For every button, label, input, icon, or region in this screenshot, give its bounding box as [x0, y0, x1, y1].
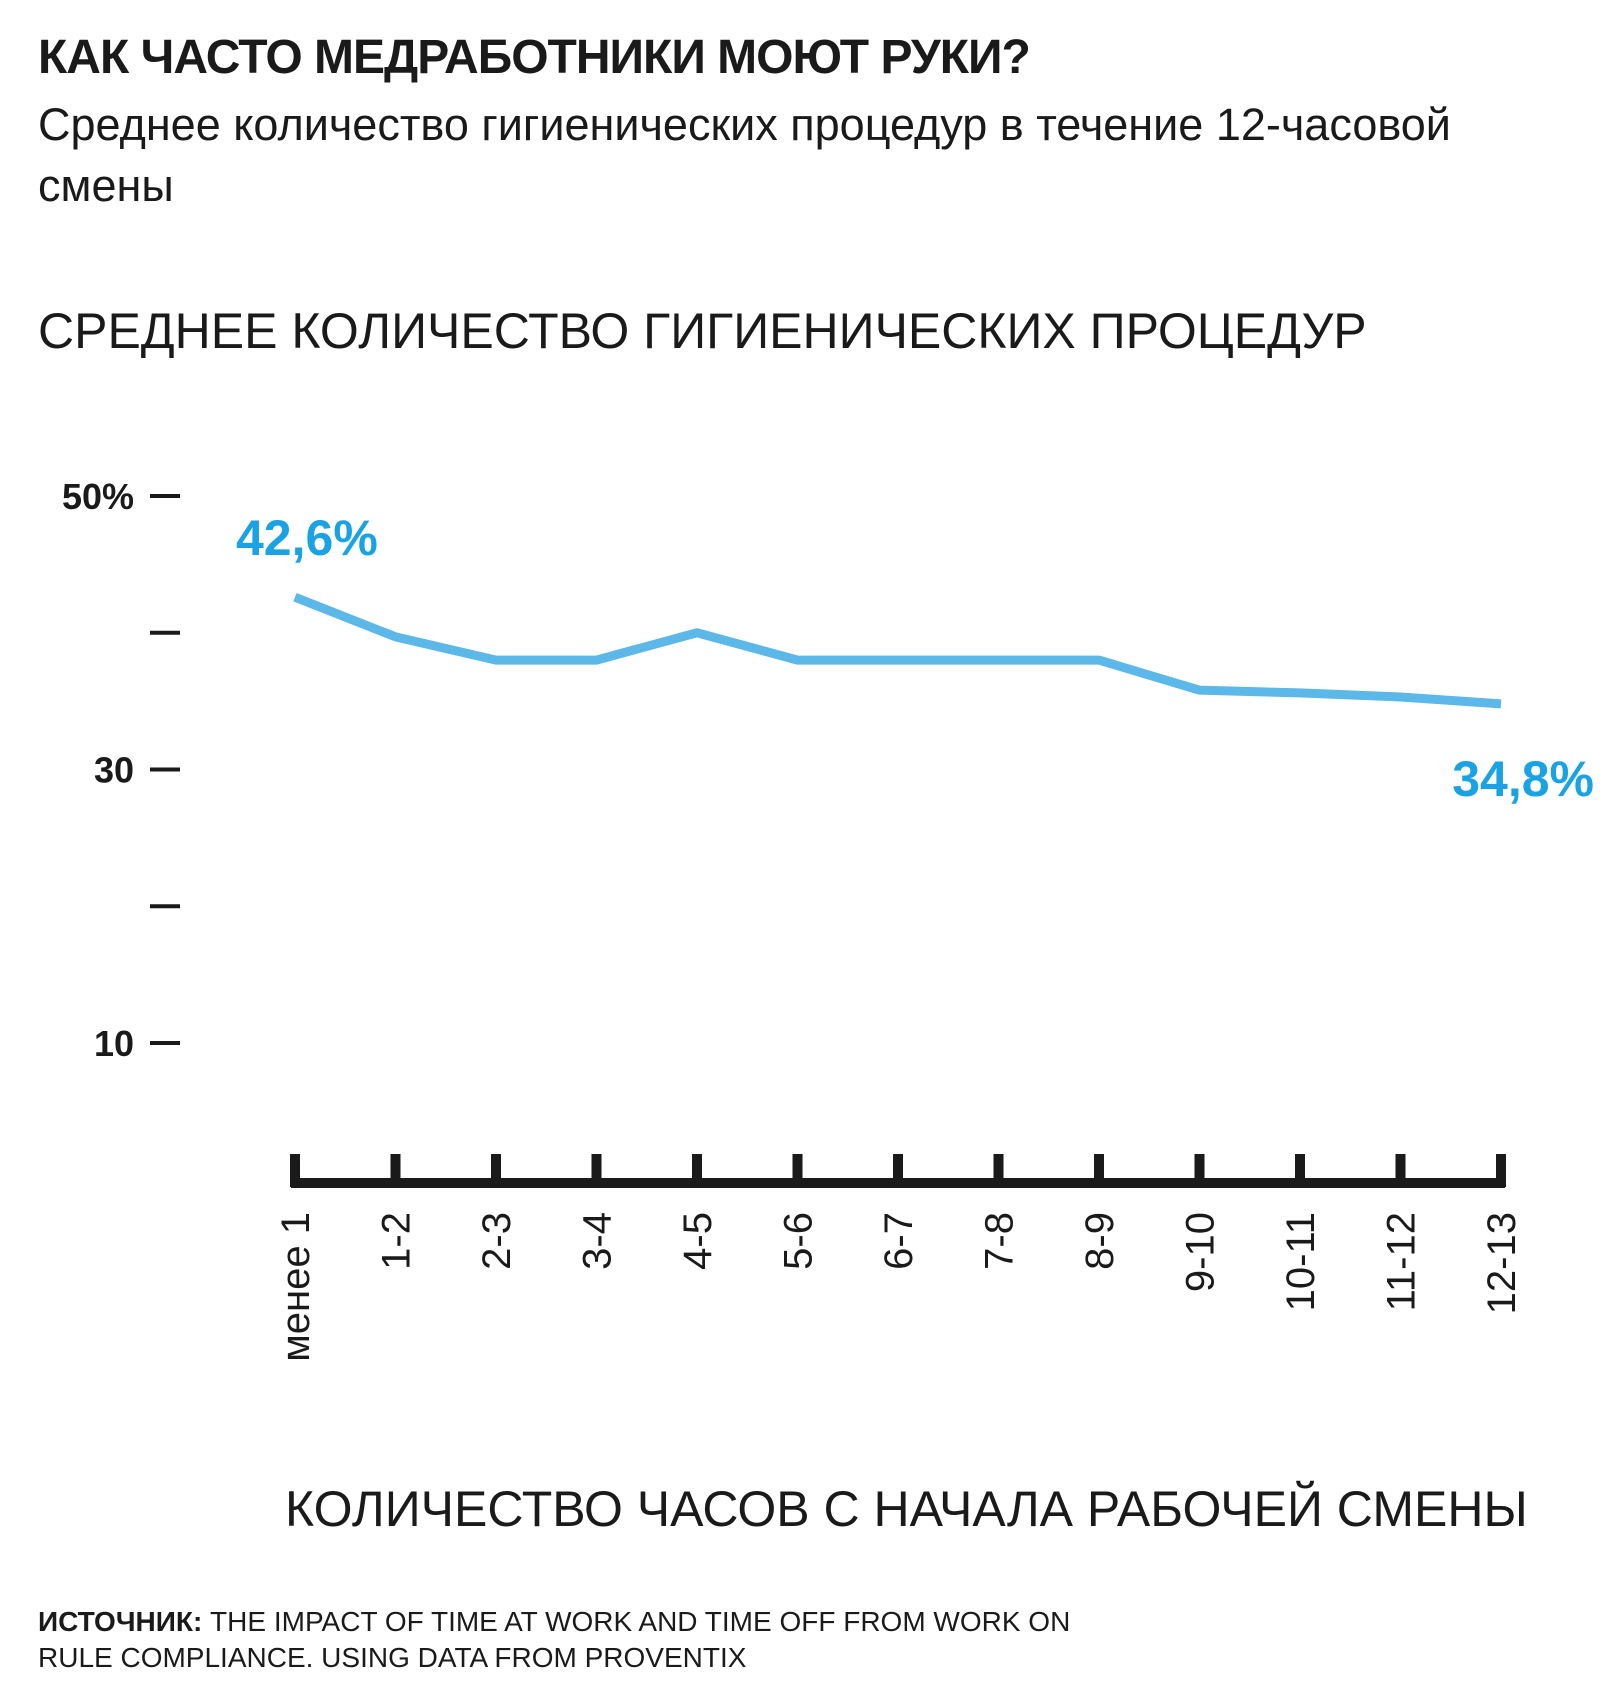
x-tick-label: 9-10: [1178, 1212, 1223, 1293]
source-label: ИСТОЧНИК:: [38, 1606, 203, 1637]
source-text: THE IMPACT OF TIME AT WORK AND TIME OFF FROM WORK ON RULE COMPLIANCE. USING DATA FROM PROVENTIX: [38, 1606, 1071, 1673]
data-label: 42,6%: [236, 510, 378, 567]
x-tick-label: 3-4: [575, 1212, 620, 1270]
source-note: [38, 1604, 1138, 1676]
y-axis-label: СРЕДНЕЕ КОЛИЧЕСТВО ГИГИЕНИЧЕСКИХ ПРОЦЕДУР: [38, 303, 1367, 359]
x-axis: [274, 1154, 1524, 1362]
x-tick-label: 4-5: [676, 1212, 720, 1270]
y-tick-label: 10: [93, 1023, 134, 1064]
chart-subtitle: Среднее количество гигиенических процедур в течение 12-часовой смены: [38, 99, 1451, 211]
x-tick-label: 1-2: [374, 1212, 419, 1270]
x-tick-label: 2-3: [475, 1212, 519, 1270]
x-axis-label: КОЛИЧЕСТВО ЧАСОВ С НАЧАЛА РАБОЧЕЙ СМЕНЫ: [285, 1481, 1528, 1537]
x-tick-label: 12-13: [1480, 1212, 1524, 1315]
series-line: [295, 597, 1501, 704]
data-label: 34,8%: [1452, 750, 1594, 807]
x-tick-label: менее 1: [274, 1212, 318, 1362]
x-tick-label: 11-12: [1379, 1212, 1424, 1312]
series-group: [295, 597, 1501, 704]
x-tick-label: 5-6: [776, 1212, 821, 1270]
chart-title: КАК ЧАСТО МЕДРАБОТНИКИ МОЮТ РУКИ?: [38, 31, 1030, 84]
x-tick-label: 6-7: [877, 1212, 921, 1270]
y-tick-label: 50%: [61, 476, 134, 517]
x-tick-label: 8-9: [1078, 1212, 1122, 1270]
x-tick-label: 7-8: [977, 1212, 1022, 1270]
y-tick-label: 30: [93, 749, 134, 791]
y-axis: [62, 476, 180, 1064]
x-tick-label: 10-11: [1279, 1212, 1323, 1312]
